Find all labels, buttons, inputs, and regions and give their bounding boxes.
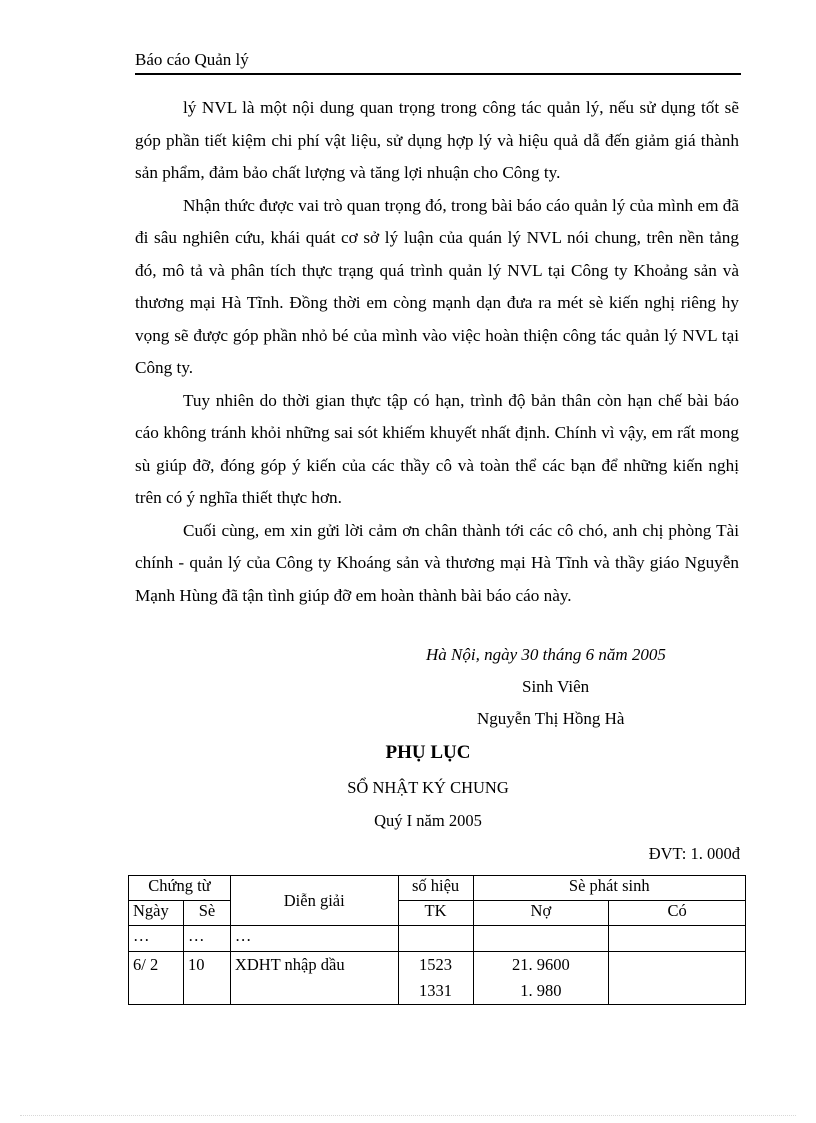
page-bottom-rule [20,1115,796,1116]
unit-label: ĐVT: 1. 000đ [648,844,740,863]
appendix-title: PHỤ LỤC [385,742,471,763]
table-header-row [129,876,746,901]
table-subheader-row [129,901,746,926]
ellipsis-cell: … [230,926,398,952]
header-title: Báo cáo Quản lý [135,50,249,69]
cell-co [609,952,746,1005]
ellipsis-cell: … [183,926,230,952]
header-so-phat-sinh: Sè phát sinh [473,876,746,901]
header-chung-tu: Chứng từ [129,876,231,901]
cell-tk-1: 1523 [419,955,453,974]
signature-role: Sinh Viên [522,677,590,696]
paragraph-3: Tuy nhiên do thời gian thực tập có hạn, trình độ bản thân còn hạn chế bài báo cáo không tránh khỏi những sai sót khiếm khuyết nhất định. Chính vì vậy, em rất mong sù giúp đỡ, đóng góp ý kiến của các thầy cô và toàn thể các bạn để những kiến nghị trên có ý nghĩa thiết thực hơn. [135,390,739,507]
journal-title: SỔ NHẬT KÝ CHUNG [347,778,509,797]
cell-tk-2: 1331 [419,981,453,1000]
cell-so: 10 [183,952,230,1005]
journal-table [128,875,746,1005]
page-header [135,49,741,75]
report-body [135,92,739,612]
header-tk: TK [398,901,473,926]
signature-date: Hà Nội, ngày 30 tháng 6 năm 2005 [426,645,666,664]
paragraph-4: Cuối cùng, em xin gửi lời cảm ơn chân thành tới các cô chó, anh chị phòng Tài chính - quản lý của Công ty Khoáng sản và thương mại Hà Tĩnh và thầy giáo Nguyễn Mạnh Hùng đã tận tình giúp đỡ em hoàn thành bài báo cáo này. [135,520,739,605]
header-co: Có [609,901,746,926]
ellipsis-cell: … [129,926,184,952]
header-no: Nợ [473,901,609,926]
paragraph-1: lý NVL là một nội dung quan trọng trong công tác quản lý, nếu sử dụng tốt sẽ góp phần tiết kiệm chi phí vật liệu, sử dụng hợp lý và hiệu quả dẫ đến giảm giá thành sản phẩm, đảm bảo chất lượng và tăng lợi nhuận cho Công ty. [135,98,739,182]
table-row [129,952,746,1005]
header-dien-giai: Diễn giải [230,876,398,926]
cell-dien-giai: XDHT nhập dầu [230,952,398,1005]
cell-no-1: 21. 9600 [512,955,570,974]
journal-period: Quý I năm 2005 [374,811,482,830]
paragraph-2: Nhận thức được vai trò quan trọng đó, trong bài báo cáo quản lý của mình em đã đi sâu nghiên cứu, khái quát cơ sở lý luận của quán lý NVL nói chung, trên nền tảng đó, mô tả và phân tích thực trạng quá trình quản lý NVL tại Công ty Khoảng sản và thương mại Hà Tĩnh. Đồng thời em còng mạnh dạn đưa ra mét sè kiến nghị riêng hy vọng sẽ được góp phần nhỏ bé của mình vào việc hoàn thiện công tác quản lý NVL tại Công ty. [135,195,739,377]
signature-name: Nguyễn Thị Hồng Hà [477,709,625,728]
cell-no-2: 1. 980 [520,981,562,1000]
header-so: Sè [183,901,230,926]
header-so-hieu: số hiệu [398,876,473,901]
cell-no [473,952,609,1005]
table-row [129,926,746,952]
cell-tk [398,952,473,1005]
cell-ngay: 6/ 2 [129,952,184,1005]
header-ngay: Ngày [129,901,184,926]
